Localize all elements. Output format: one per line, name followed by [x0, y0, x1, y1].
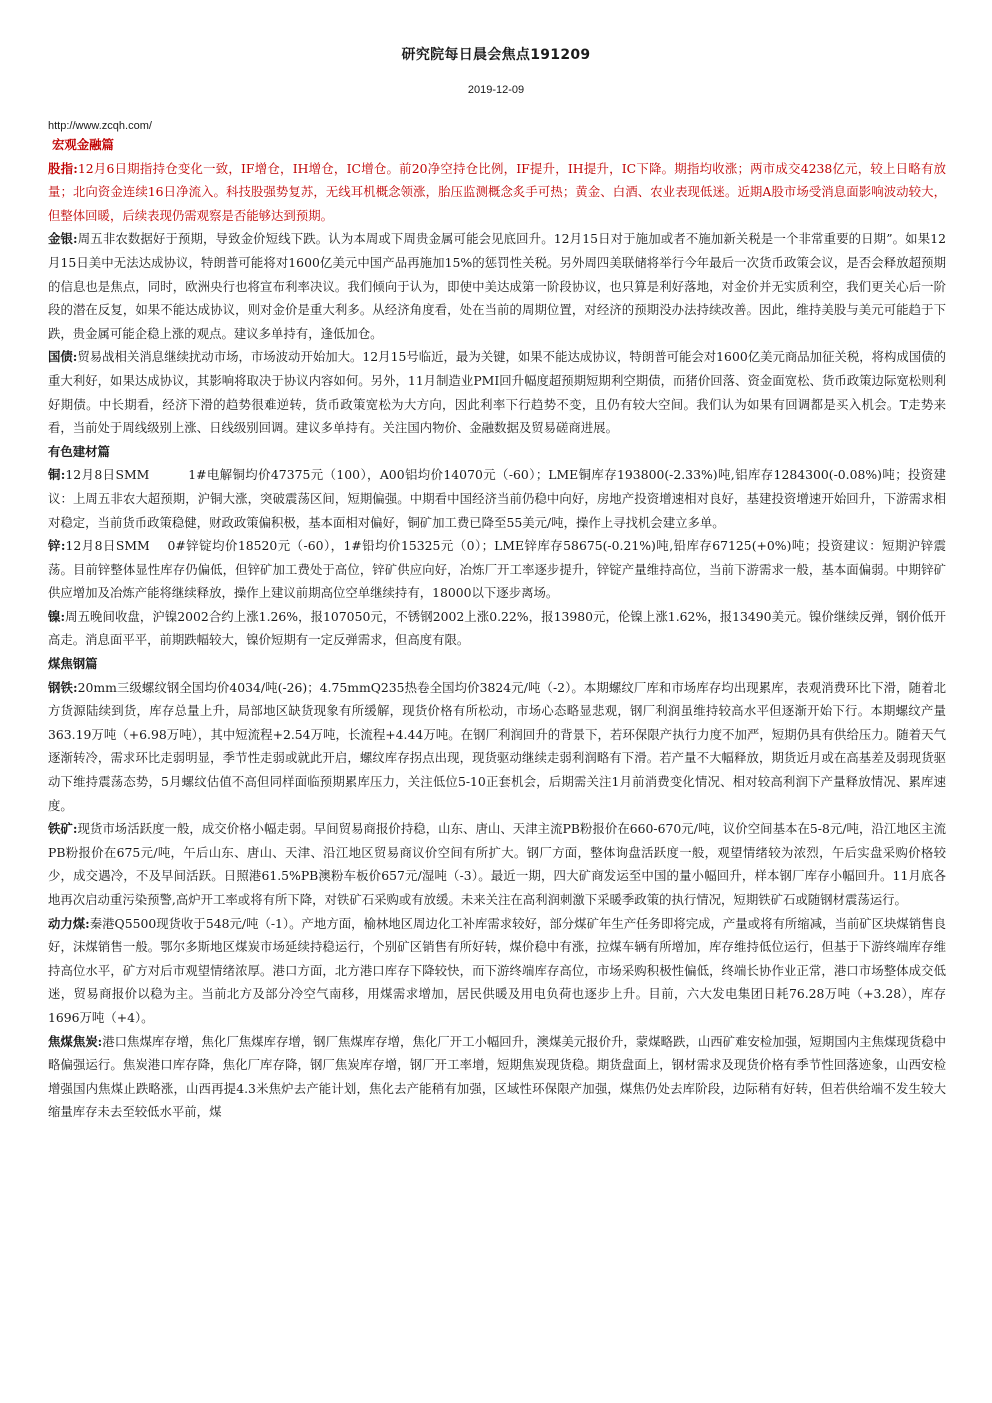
paragraph-iron-ore	[48, 817, 946, 911]
paragraph-copper	[48, 463, 946, 534]
paragraph-gold-silver	[48, 227, 946, 345]
paragraph-stock-index	[48, 157, 946, 228]
paragraph-text: 现货市场活跃度一般，成交价格小幅走弱。早间贸易商报价持稳，山东、唐山、天津主流PB粉报价在660-670元/吨，议价空间基本在5-8元/吨，沿江地区主流PB粉报价在675元/吨，午后山东、唐山、天津、沿江地区贸易商议价空间有所扩大。钢厂方面，整体询盘活跃度一般，观望情绪较为浓烈，午后实盘采购价格较少，成交遇冷，不及早间活跃。日照港61.5%PB澳粉车板价657元/湿吨（-3）。最近一期，四大矿商发运至中国的量小幅回升，样本钢厂库存小幅回升。11月底各地再次启动重污染预警,高炉开工率或将有所下降，对铁矿石采购或有放缓。未来关注在高利润刺激下采暖季政策的执行情况，短期铁矿石或随钢材震荡运行。	[48, 821, 946, 907]
paragraph-text: 秦港Q5500现货收于548元/吨（-1）。产地方面，榆林地区周边化工补库需求较好，部分煤矿年生产任务即将完成，产量或将有所缩减，当前矿区块煤销售良好，沫煤销售一般。鄂尔多斯地区煤炭市场延续持稳运行，个别矿区销售有所好转，煤价稳中有涨，拉煤车辆有所增加，库存维持低位运行，但基于下游终端库存维持高位水平，矿方对后市观望情绪浓厚。港口方面，北方港口库存下降较快，而下游终端库存高位，市场采购积极性偏低，终端长协作业正常，港口市场整体成交低迷，贸易商报价以稳为主。当前北方及部分冷空气南移，用煤需求增加，居民供暖及用电负荷也逐步上升。目前，六大发电集团日耗76.28万吨（+3.28），库存1696万吨（+4）。	[48, 915, 946, 1025]
paragraph-text: 12月6日期指持仓变化一致，IF增仓，IH增仓，IC增仓。前20净空持仓比例，IF提升，IH提升，IC下降。期指均收涨；两市成交4238亿元，较上日略有放量；北向资金连续16日净流入。科技股强势复苏，无线耳机概念领涨，胎压监测概念炙手可热；黄金、白酒、农业表现低迷。近期A股市场受消息面影响波动较大，但整体回暖，后续表现仍需观察是否能够达到预期。	[48, 160, 946, 223]
section-heading-coal-steel: 煤焦钢篇	[48, 656, 98, 672]
paragraph-text: 周五晚间收盘，沪镍2002合约上涨1.26%，报107050元，不锈钢2002上涨0.22%，报13980元，伦镍上涨1.62%，报13490美元。镍价继续反弹，钢价低开高走。消息面平平，前期跌幅较大，镍价短期有一定反弹需求，但高度有限。	[48, 608, 946, 648]
source-url[interactable]: http://www.zcqh.com/	[48, 120, 152, 132]
paragraph-text: 20mm三级螺纹钢全国均价4034/吨(-26)；4.75mmQ235热卷全国均价3824元/吨（-2）。本期螺纹厂库和市场库存均出现累库，表观消费环比下滑，随着北方货源陆续到货，库存总量上升，局部地区缺货现象有所缓解，现货价格有所松动，市场心态略显悲观，钢厂利润虽维持较高水平但逐渐开始下行。本期螺纹产量363.19万吨（+6.98万吨），其中短流程+2.54万吨，长流程+4.44万吨。在钢厂利润回升的背景下，若环保限产执行力度不加严，短期仍具有供给压力。随着天气逐渐转冷，需求环比走弱明显，季节性走弱或就此开启，螺纹库存拐点出现，现货驱动继续走弱利润略有下滑。若产量不大幅释放，期货近月或在高基差及弱现货驱动下维持震荡态势，5月螺纹估值不高但同样面临预期累库压力，关注低位5-10正套机会，后期需关注1月前消费变化情况、相对较高利润下产量释放情况、累库速度。	[48, 679, 946, 813]
section-heading-metals: 有色建材篇	[48, 443, 110, 459]
paragraph-label: 钢铁:	[48, 679, 78, 695]
paragraph-text: 周五非农数据好于预期，导致金价短线下跌。认为本周或下周贵金属可能会见底回升。12月15日对于施加或者不施加新关税是一个非常重要的日期”。如果12月15日美中无法达成协议，特朗普可能将对1600亿美元中国产品再施加15%的惩罚性关税。另外周四美联储将举行今年最后一次货币政策会议，是否会释放超预期的信息也是焦点，同时，欧洲央行也将宣布利率决议。我们倾向于认为，即使中美达成第一阶段协议，也只算是利好落地，对金价并无实质利空，我们更关心后一阶段的潜在反复，如果不能达成协议，则对金价是重大利多。从经济角度看，处在当前的周期位置，对经济的预期没办法持续改善。因此，维持美股与美元可能趋于下跌，贵金属可能企稳上涨的观点。建议多单持有，逢低加仓。	[48, 231, 947, 341]
document-title: 研究院每日晨会焦点191209	[401, 47, 591, 63]
paragraph-label: 焦煤焦炭:	[48, 1033, 103, 1049]
document-body	[48, 133, 946, 1124]
paragraph-steel	[48, 676, 946, 818]
paragraph-thermal-coal	[48, 912, 946, 1030]
paragraph-label: 股指:	[48, 160, 78, 176]
paragraph-text: 12月8日SMM 0#锌锭均价18520元（-60），1#铅均价15325元（0）；LME锌库存58675(-0.21%)吨,铅库存67125(+0%)吨；投资建议：短期沪锌震荡。目前锌整体显性库存仍偏低，但锌矿加工费处于高位，锌矿供应向好，冶炼厂开工率逐步提升，锌锭产量维持高位，当前下游需求一般，基本面偏弱。中期锌矿供应增加及冶炼产能将继续释放，操作上建议前期高位空单继续持有，18000以下逐步离场。	[48, 538, 947, 601]
paragraph-text: 港口焦煤库存增，焦化厂焦煤库存增，钢厂焦煤库存增，焦化厂开工小幅回升，澳煤美元报价升，蒙煤略跌，山西矿难安检加强，短期国内主焦煤现货稳中略偏强运行。焦炭港口库存降，焦化厂库存降，钢厂焦炭库存增，钢厂开工率增，短期焦炭现货稳。期货盘面上，钢材需求及现货价格有季节性回落迹象，山西安检增强国内焦煤止跌略涨，山西再提4.3米焦炉去产能计划，焦化去产能稍有加强，区域性环保限产加强，煤焦仍处去库阶段，边际稍有好转，但若供给端不发生较大缩量库存未去至较低水平前，煤	[48, 1033, 947, 1120]
paragraph-label: 铜:	[48, 467, 66, 483]
paragraph-nickel	[48, 605, 946, 652]
paragraph-coking-coal	[48, 1030, 946, 1124]
paragraph-zinc	[48, 534, 946, 605]
section-heading-macro: 宏观金融篇	[52, 137, 114, 152]
paragraph-treasury	[48, 345, 946, 439]
paragraph-text: 贸易战相关消息继续扰动市场，市场波动开始加大。12月15号临近，最为关键，如果不能达成协议，特朗普可能会对1600亿美元商品加征关税，将构成国债的重大利好，如果达成协议，其影响将取决于协议内容如何。另外，11月制造业PMI回升幅度超预期短期利空期债，而猪价回落、资金面宽松、货币政策边际宽松则利好期债。中长期看，经济下滑的趋势很难逆转，货币政策宽松为大方向，因此利率下行趋势不变，且仍有较大空间。我们认为如果有回调都是买入机会。T走势来看，当前处于周线级别上涨、日线级别回调。建议多单持有。关注国内物价、金融数据及贸易磋商进展。	[48, 349, 946, 436]
document-date: 2019-12-09	[467, 84, 525, 96]
paragraph-label: 镍:	[48, 608, 66, 624]
paragraph-text: 12月8日SMM 1#电解铜均价47375元（100），A00铝均价14070元（-60）；LME铜库存193800(-2.33%)吨,铝库存1284300(-0.08%)吨；投资建议：上周五非农大超预期，沪铜大涨，突破震荡区间，短期偏强。中期看中国经济当前仍稳中向好，房地产投资增速相对良好，基建投资增速开始回升，下游需求相对稳定，当前货币政策稳健，财政政策偏积极，基本面相对偏好，铜矿加工费已降至55美元/吨，操作上寻找机会建立多单。	[48, 467, 947, 530]
paragraph-label: 锌:	[48, 538, 66, 554]
paragraph-label: 国债:	[48, 349, 78, 365]
paragraph-label: 动力煤:	[48, 915, 90, 931]
paragraph-label: 金银:	[48, 231, 78, 247]
paragraph-label: 铁矿:	[48, 821, 78, 837]
